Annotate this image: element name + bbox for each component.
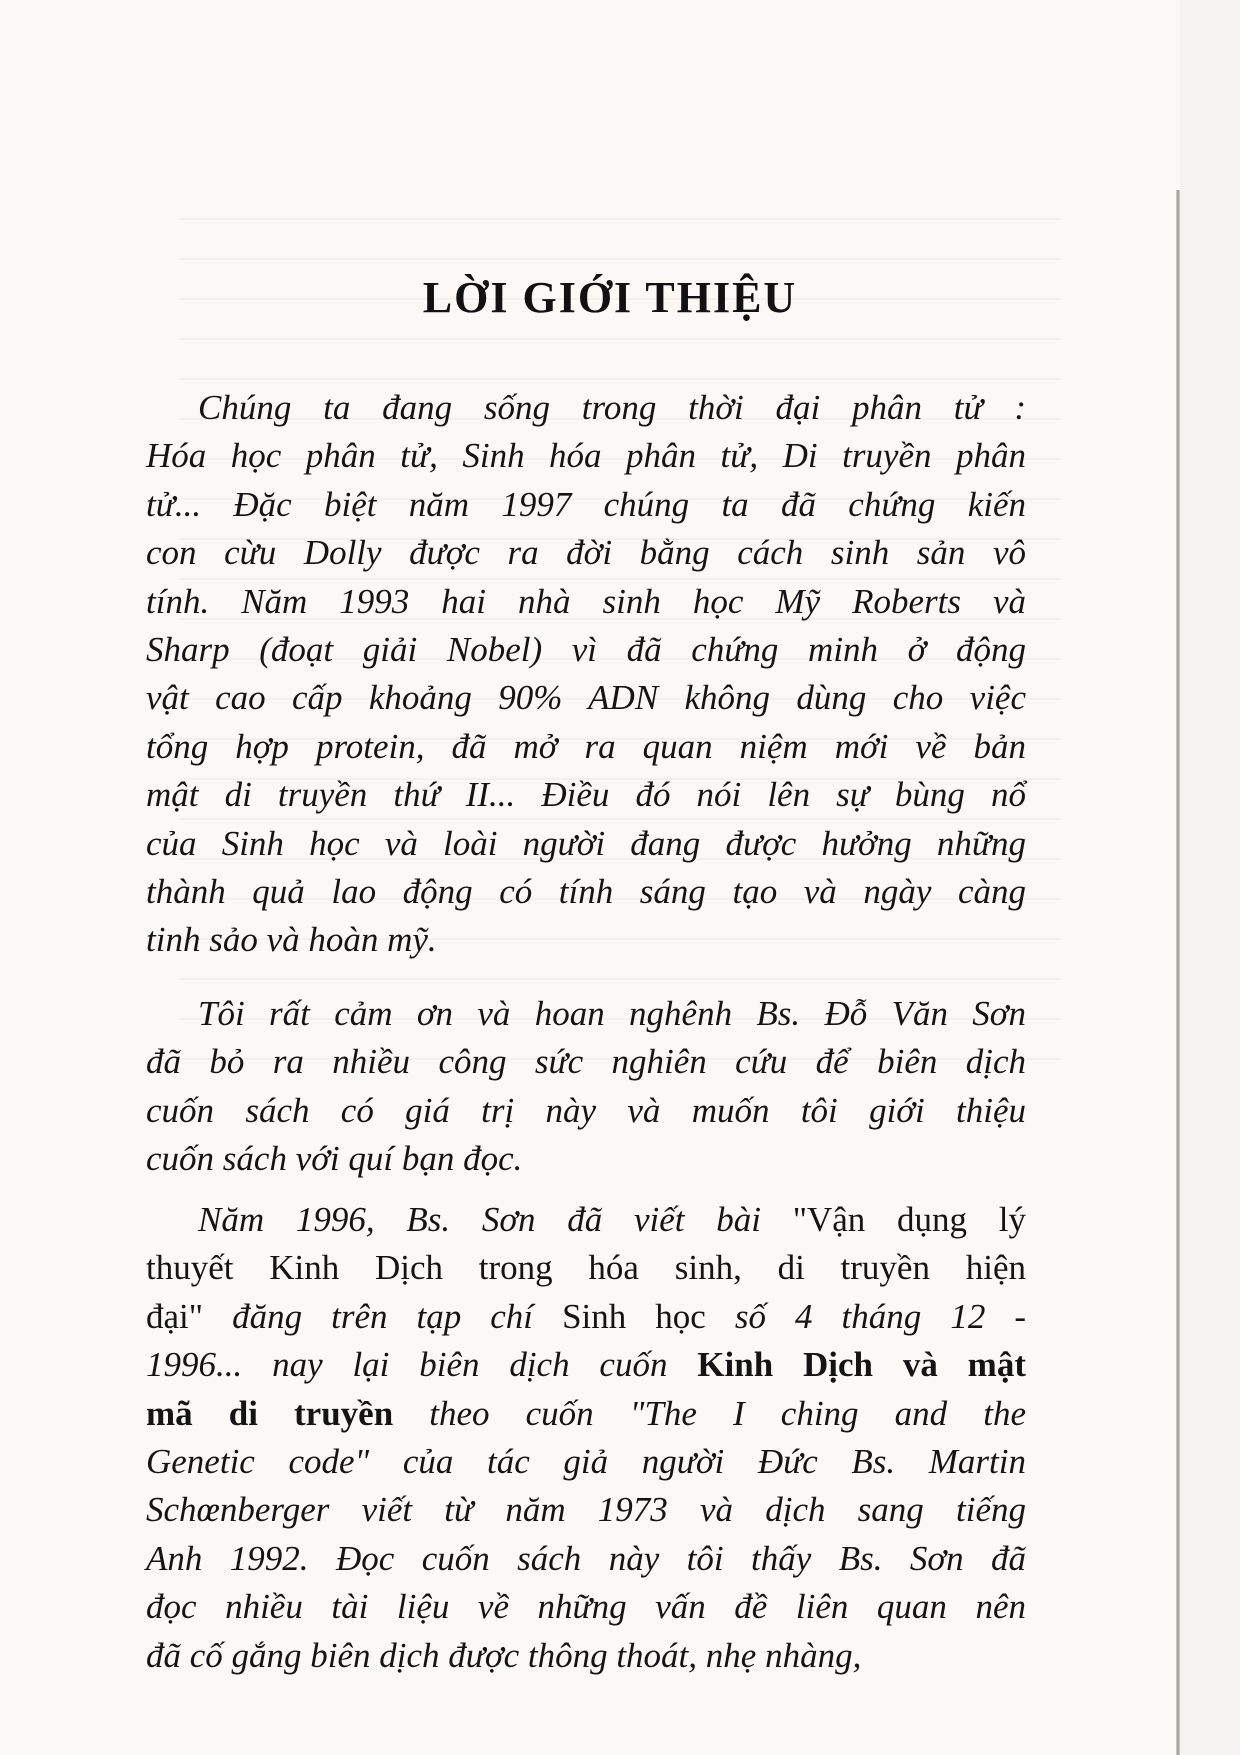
paragraph-1-line: tử... Đặc biệt năm 1997 chúng ta đã chứng kiến [146, 484, 1026, 524]
paragraph-3-line: 1996... nay lại biên dịch cuốn Kinh Dịch và mật [146, 1345, 1026, 1385]
paragraph-1-line: tính. Năm 1993 hai nhà sinh học Mỹ Roberts và [146, 581, 1026, 621]
paragraph-3-line: đọc nhiều tài liệu về những vấn đề liên quan nên [146, 1587, 1026, 1627]
page-title: LỜI GIỚI THIỆU [422, 273, 798, 322]
paragraph-1-line: tinh sảo và hoàn mỹ. [146, 920, 437, 960]
paragraph-3-line: đại" đăng trên tạp chí Sinh học số 4 tháng 12 - [146, 1296, 1026, 1336]
paragraph-3-line: thuyết Kinh Dịch trong hóa sinh, di truyền hiện [146, 1248, 1026, 1288]
paragraph-1-line: Chúng ta đang sống trong thời đại phân tử : [198, 388, 1026, 427]
paragraph-2-line: cuốn sách với quí bạn đọc. [146, 1139, 523, 1179]
paragraph-3-line: Genetic code" của tác giả người Đức Bs. Martin [146, 1442, 1026, 1482]
paragraph-1 [146, 384, 1026, 965]
paragraph-1-line: Hóa học phân tử, Sinh hóa phân tử, Di truyền phân [146, 436, 1026, 476]
paragraph-1-line: con cừu Dolly được ra đời bằng cách sinh sản vô [146, 533, 1026, 573]
page-edge [1176, 190, 1180, 1755]
paragraph-1-line: tổng hợp protein, đã mở ra quan niệm mới về bản [146, 726, 1026, 766]
paragraph-3-line: Năm 1996, Bs. Sơn đã viết bài "Vận dụng lý [198, 1200, 1026, 1239]
paragraph-3-line: Schœnberger viết từ năm 1973 và dịch sang tiếng [146, 1490, 1026, 1530]
paragraph-3-line: Anh 1992. Đọc cuốn sách này tôi thấy Bs. Sơn đã [146, 1538, 1026, 1578]
paragraph-1-line: thành quả lao động có tính sáng tạo và ngày càng [146, 872, 1026, 912]
paragraph-2-line: Tôi rất cảm ơn và hoan nghênh Bs. Đỗ Văn Sơn [198, 994, 1026, 1033]
book-title-bold: Kinh Dịch và mật [697, 1345, 1026, 1385]
paragraph-3 [146, 1196, 1026, 1680]
paragraph-1-line: mật di truyền thứ II... Điều đó nói lên sự bùng nổ [146, 775, 1026, 815]
paragraph-2-line: đã bỏ ra nhiều công sức nghiên cứu để biên dịch [146, 1042, 1026, 1082]
paragraph-1-line: của Sinh học và loài người đang được hưởng những [146, 823, 1026, 863]
paragraph-2-line: cuốn sách có giá trị này và muốn tôi giới thiệu [146, 1090, 1026, 1130]
paragraph-2 [146, 990, 1026, 1184]
paragraph-3-line: mã di truyền theo cuốn "The I ching and the [146, 1393, 1026, 1433]
book-title-bold: mã di truyền [146, 1393, 394, 1433]
paragraph-1-line: vật cao cấp khoảng 90% ADN không dùng cho việc [146, 678, 1026, 718]
paragraph-3-line: đã cố gắng biên dịch được thông thoát, nhẹ nhàng, [146, 1635, 862, 1675]
paragraph-1-line: Sharp (đoạt giải Nobel) vì đã chứng minh ở động [146, 630, 1026, 670]
